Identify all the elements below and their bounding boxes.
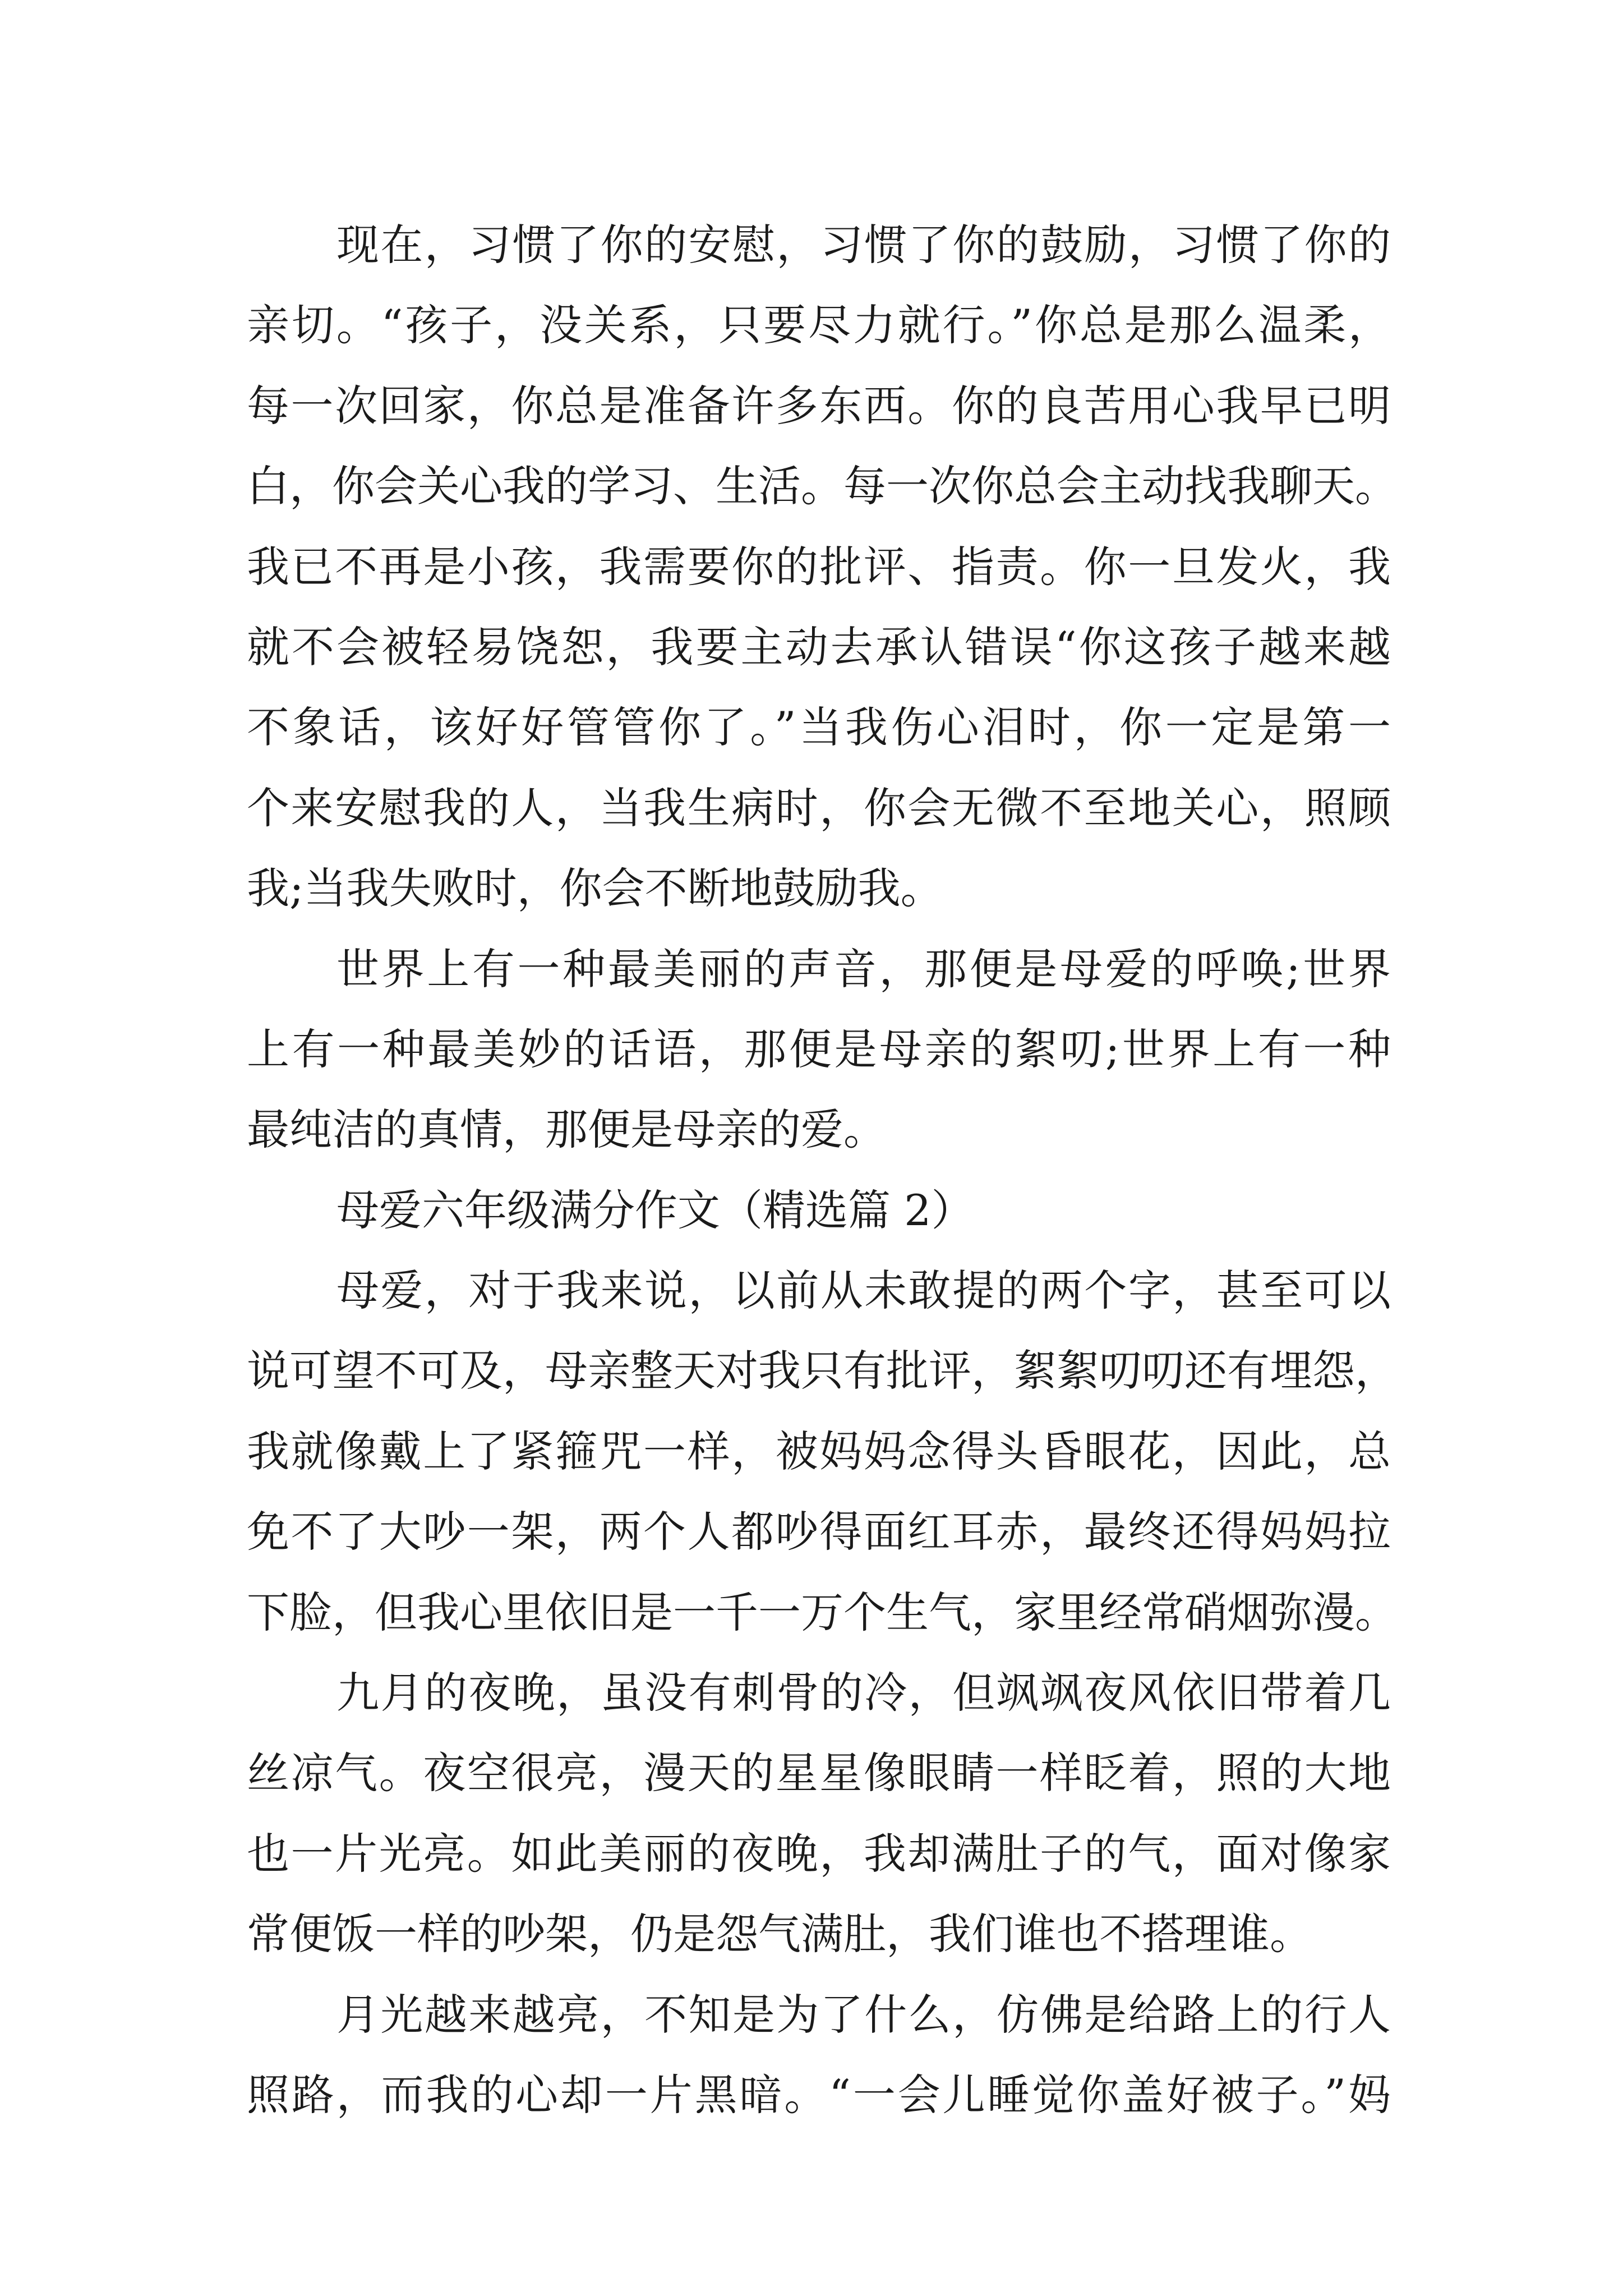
text-line: 常便饭一样的吵架，仍是怨气满肚，我们谁也不搭理谁。 xyxy=(247,1909,1312,1959)
text-line: 亲切。“孩子，没关系，只要尽力就行。”你总是那么温柔， xyxy=(247,300,1391,351)
text-line: 世界上有一种最美丽的声音，那便是母爱的呼唤;世界 xyxy=(336,944,1391,994)
text-line: 最纯洁的真情，那便是母亲的爱。 xyxy=(247,1105,886,1155)
document-body xyxy=(247,205,1398,2135)
text-line: 九月的夜晚，虽没有刺骨的冷，但飒飒夜风依旧带着几 xyxy=(336,1668,1391,1718)
text-line: 我已不再是小孩，我需要你的批评、指责。你一旦发火，我 xyxy=(247,541,1391,592)
text-line: 不象话，该好好管管你了。”当我伤心泪时，你一定是第一 xyxy=(247,702,1391,753)
text-line: 丝凉气。夜空很亮，漫天的星星像眼睛一样眨着，照的大地 xyxy=(247,1748,1391,1798)
text-line: 免不了大吵一架，两个人都吵得面红耳赤，最终还得妈妈拉 xyxy=(247,1507,1391,1557)
text-line: 月光越来越亮，不知是为了什么，仿佛是给路上的行人 xyxy=(336,1989,1391,2040)
text-line: 每一次回家，你总是准备许多东西。你的良苦用心我早已明 xyxy=(247,380,1391,431)
text-line: 也一片光亮。如此美丽的夜晚，我却满肚子的气，面对像家 xyxy=(247,1828,1391,1879)
text-line: 我就像戴上了紧箍咒一样，被妈妈念得头昏眼花，因此，总 xyxy=(247,1426,1391,1476)
text-line: 就不会被轻易饶恕，我要主动去承认错误“你这孩子越来越 xyxy=(247,622,1391,672)
text-line: 母爱，对于我来说，以前从未敢提的两个字，甚至可以 xyxy=(336,1266,1391,1316)
text-line: 白，你会关心我的学习、生活。每一次你总会主动找我聊天。 xyxy=(247,461,1398,512)
text-line: 上有一种最美妙的话语，那便是母亲的絮叨;世界上有一种 xyxy=(247,1024,1391,1074)
text-line: 个来安慰我的人，当我生病时，你会无微不至地关心，照顾 xyxy=(247,783,1391,833)
text-line: 说可望不可及，母亲整天对我只有批评，絮絮叨叨还有埋怨， xyxy=(247,1346,1398,1396)
text-line: 下脸，但我心里依旧是一千一万个生气，家里经常硝烟弥漫。 xyxy=(247,1587,1398,1637)
text-line: 现在，习惯了你的安慰，习惯了你的鼓励，习惯了你的 xyxy=(336,220,1391,270)
text-line: 照路，而我的心却一片黑暗。“一会儿睡觉你盖好被子。”妈 xyxy=(247,2069,1391,2120)
text-line: 我;当我失败时，你会不断地鼓励我。 xyxy=(247,863,943,914)
section-heading: 母爱六年级满分作文（精选篇 2） xyxy=(336,1185,974,1235)
